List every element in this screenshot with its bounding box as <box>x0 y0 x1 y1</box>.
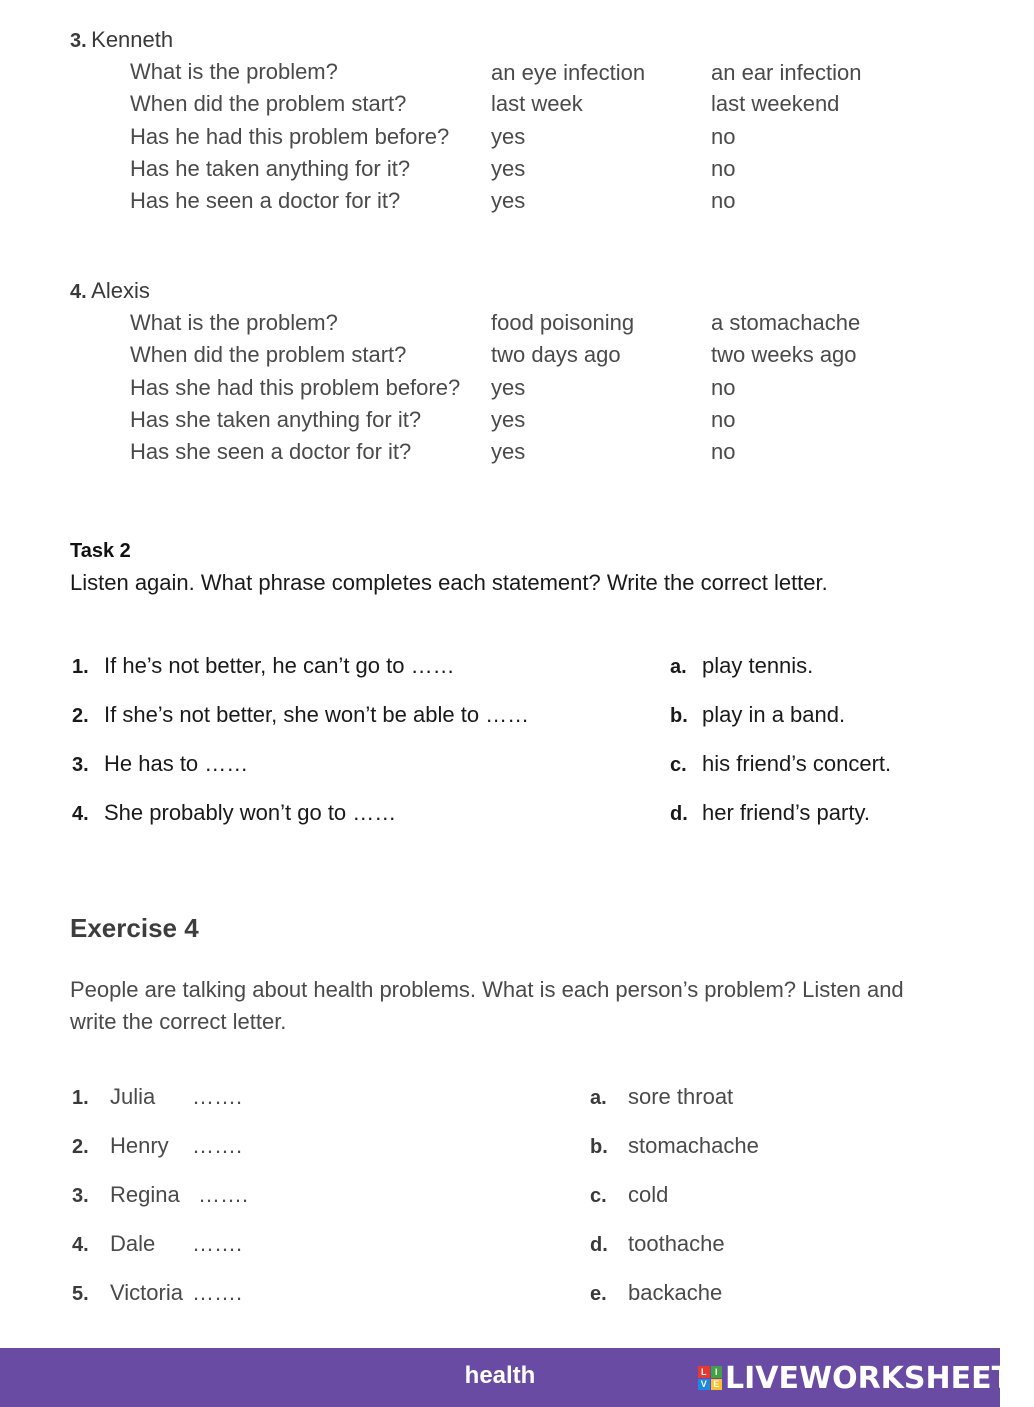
liveworksheets-logo[interactable] <box>698 1361 1034 1395</box>
person-name: Alexis <box>91 278 150 303</box>
person-number: 3. <box>70 30 87 52</box>
person-item: 3. Regina ……. <box>72 1182 249 1207</box>
option-b-text: no <box>711 375 736 400</box>
answer-option: c. his friend’s concert. <box>670 751 892 776</box>
question-text: Has he had this problem before? <box>130 124 450 149</box>
person-item: 4. Dale ……. <box>72 1231 243 1256</box>
statement-item: 3. He has to …… <box>72 751 249 776</box>
option-a-text: an eye infection <box>491 60 646 85</box>
problem-option: b. stomachache <box>590 1133 759 1158</box>
logo-letter: I <box>711 1366 723 1378</box>
exercise-title: Exercise 4 <box>70 913 199 943</box>
answer-blank[interactable]: ……. <box>192 1231 243 1256</box>
answer-blank[interactable]: ……. <box>192 1084 243 1109</box>
option-b-text: an ear infection <box>711 60 862 85</box>
question-text: Has she taken anything for it? <box>130 407 422 432</box>
logo-letter: V <box>698 1379 710 1391</box>
question-text: What is the problem? <box>130 59 338 84</box>
problem-option: a. sore throat <box>590 1084 734 1109</box>
person-item: 2. Henry ……. <box>72 1133 243 1158</box>
person-item: 1. Julia ……. <box>72 1084 243 1109</box>
question-text: When did the problem start? <box>130 342 407 367</box>
task-instruction: Listen again. What phrase completes each statement? Write the correct letter. <box>70 570 828 595</box>
answer-blank[interactable]: ……. <box>192 1280 243 1305</box>
person-number: 4. <box>70 281 87 303</box>
problem-option: c. cold <box>590 1182 669 1207</box>
exercise-instruction: People are talking about health problems. What is each person’s problem? Listen and write the correct letter. <box>70 977 904 1034</box>
statement-item: 1. If he’s not better, he can’t go to …… <box>72 653 455 678</box>
brand-name: LIVEWORKSHEETS <box>725 1360 1034 1396</box>
person-item: 5. Victoria ……. <box>72 1280 243 1305</box>
answer-option: a. play tennis. <box>670 653 814 678</box>
option-a-text: yes <box>491 156 526 181</box>
logo-letter: E <box>711 1379 723 1391</box>
option-a-text: yes <box>491 375 526 400</box>
statement-item: 2. If she’s not better, she won’t be able to …… <box>72 702 530 727</box>
option-b-text: a stomachache <box>711 310 861 335</box>
answer-blank[interactable]: ……. <box>192 1133 243 1158</box>
option-b-text: no <box>711 188 736 213</box>
answer-blank[interactable]: ……. <box>198 1182 249 1207</box>
logo-grid-icon <box>698 1366 722 1390</box>
question-text: What is the problem? <box>130 310 338 335</box>
option-a-text: yes <box>491 188 526 213</box>
option-b-text: no <box>711 407 736 432</box>
footer-title: health <box>464 1362 536 1389</box>
footer-bar <box>0 1348 1034 1407</box>
option-b-text: no <box>711 124 736 149</box>
option-a-text: yes <box>491 407 526 432</box>
option-b-text: no <box>711 439 736 464</box>
answer-option: b. play in a band. <box>670 702 846 727</box>
question-text: Has he taken anything for it? <box>130 156 411 181</box>
question-text: When did the problem start? <box>130 91 407 116</box>
option-a-text: last week <box>491 91 583 116</box>
option-a-text: two days ago <box>491 342 621 367</box>
option-b-text: two weeks ago <box>711 342 857 367</box>
task-title: Task 2 <box>70 540 131 562</box>
option-b-text: no <box>711 156 736 181</box>
option-a-text: yes <box>491 439 526 464</box>
answer-option: d. her friend’s party. <box>670 800 870 825</box>
logo-letter: L <box>698 1366 710 1378</box>
option-b-text: last weekend <box>711 91 840 116</box>
option-a-text: yes <box>491 124 526 149</box>
question-text: Has she had this problem before? <box>130 375 461 400</box>
problem-option: e. backache <box>590 1280 723 1305</box>
question-text: Has she seen a doctor for it? <box>130 439 412 464</box>
question-text: Has he seen a doctor for it? <box>130 188 401 213</box>
statement-item: 4. She probably won’t go to …… <box>72 800 397 825</box>
problem-option: d. toothache <box>590 1231 725 1256</box>
option-a-text: food poisoning <box>491 310 635 335</box>
person-name: Kenneth <box>91 27 174 52</box>
